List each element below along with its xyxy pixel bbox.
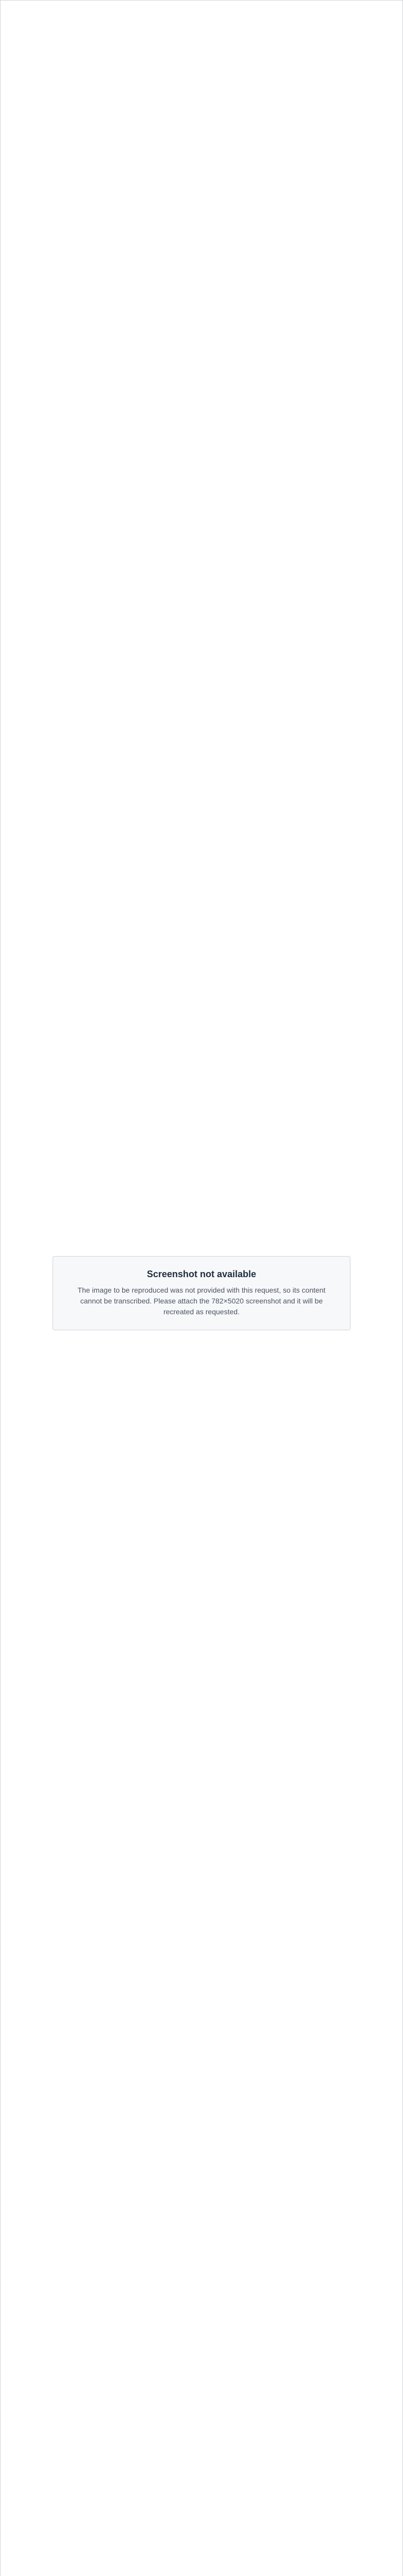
- notice-box: [53, 1256, 350, 1330]
- notice-title: Screenshot not available: [146, 1269, 257, 1279]
- notice-body: The image to be reproduced was not provided with this request, so its content cannot be transcribed. Please attach the 782×5020 screenshot and it will be recreated as requested.: [77, 1286, 326, 1316]
